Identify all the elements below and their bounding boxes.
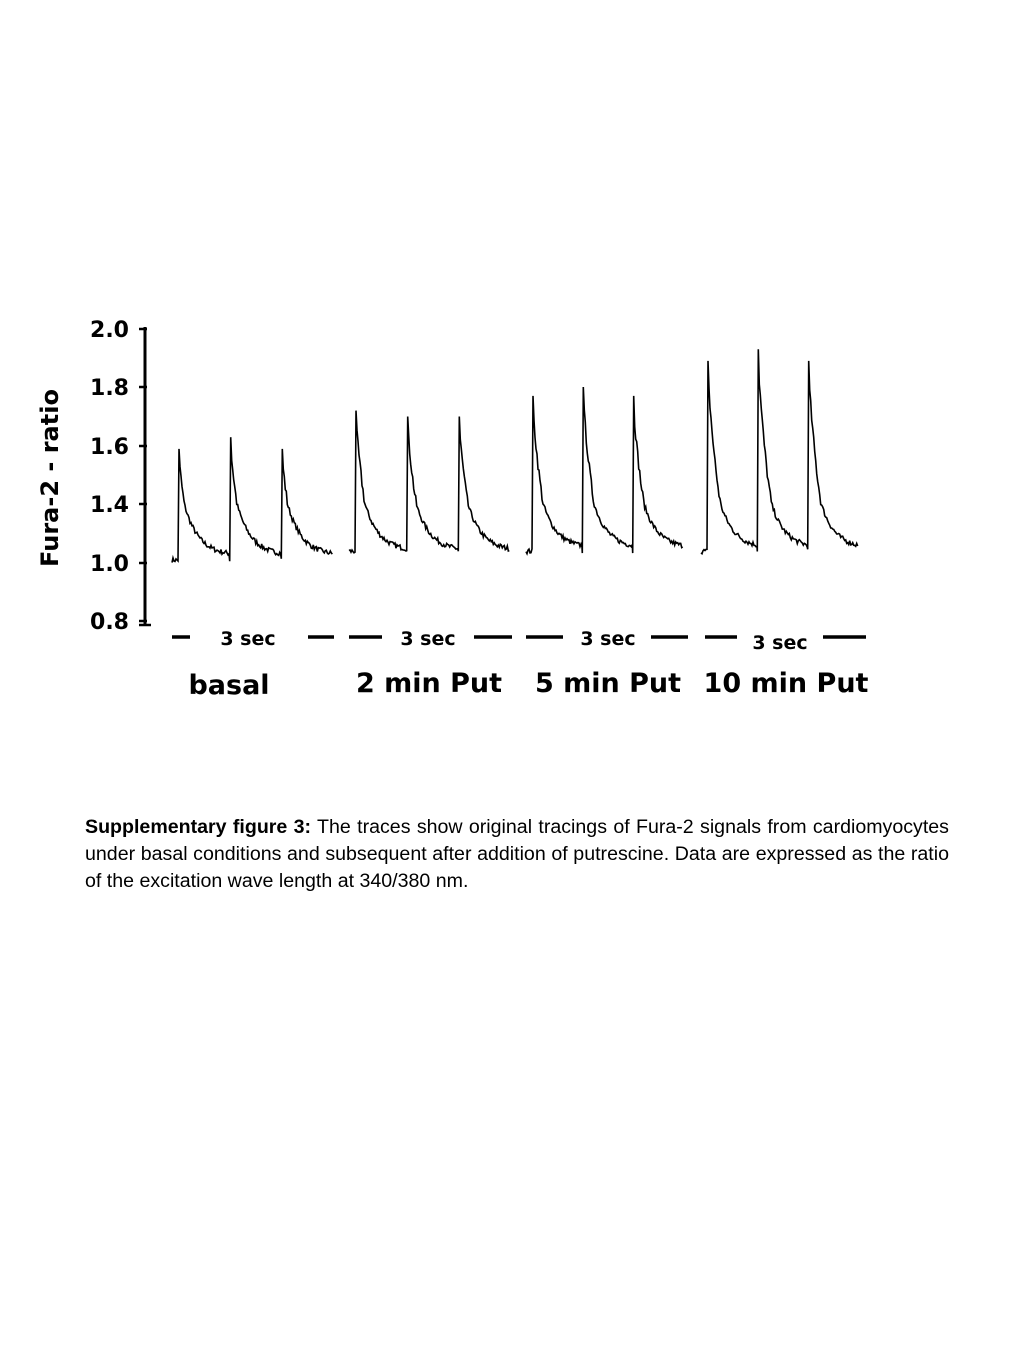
traces [172,349,858,562]
y-tick-label: 1.4 [90,493,129,518]
chart-axes [139,327,151,625]
y-tick-label: 0.8 [90,610,129,635]
condition-labels [188,668,868,701]
y-axis-label: Fura-2 - ratio [36,389,64,567]
scale-bar-label: 3 sec [752,632,808,654]
y-tick-label: 1.0 [90,552,129,577]
time-scale-bars [172,628,866,654]
condition-label: basal [188,670,270,701]
y-tick-label: 2.0 [90,318,129,343]
trace-5-min-put [526,387,683,554]
scale-bar-label: 3 sec [220,628,276,650]
figure-caption [85,814,949,895]
scale-bar-label: 3 sec [400,628,456,650]
scale-bar-label: 3 sec [580,628,636,650]
trace-10-min-put [701,349,858,553]
caption-label: Supplementary figure 3: [85,816,312,838]
condition-label: 2 min Put [355,668,503,699]
condition-label: 10 min Put [703,668,869,699]
y-tick-label: 1.6 [90,435,129,460]
caption-text: The traces show original tracings of Fura-2 signals from cardiomyocytes under basal conditions and subsequent after addition of putrescine. Data are expressed as the ratio of the excitation wave length at 340/380 nm. [85,816,949,892]
condition-label: 5 min Put [534,668,682,699]
y-tick-labels [90,318,129,635]
y-tick-label: 1.8 [90,376,129,401]
trace-2-min-put [349,411,509,553]
trace-basal [172,437,332,562]
